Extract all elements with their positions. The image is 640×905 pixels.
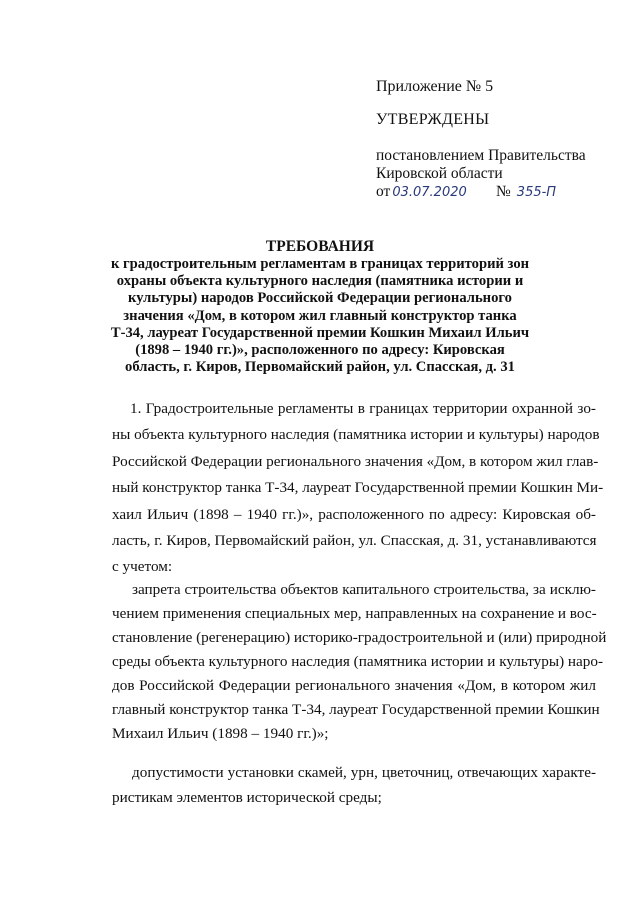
document-title: ТРЕБОВАНИЯ (265, 238, 375, 255)
paragraph-2 (112, 578, 607, 746)
decree-line-1: постановлением Правительства (376, 147, 586, 164)
paragraph-line: становление (регенерацию) историко-градостроительной и (или) природной (112, 629, 607, 646)
paragraph-line: ный конструктор танка Т-34, лауреат Государственной премии Кошкин Ми- (112, 479, 604, 497)
subtitle-line: (1898 – 1940 гг.)», расположенного по адресу: Кировская (135, 342, 505, 359)
paragraph-line: хаил Ильич (1898 – 1940 гг.)», расположенного по адресу: Кировская об- (112, 505, 596, 523)
decree-date-number-row (376, 183, 616, 201)
paragraph-line: среды объекта культурного наследия (памятника истории и культуры) наро- (112, 653, 604, 670)
number-label: № (496, 183, 511, 200)
decree-block (376, 147, 616, 201)
decree-date: 03.07.2020 (392, 185, 467, 200)
paragraph-line: ласть, г. Киров, Первомайский район, ул. Спасская, д. 31, устанавливаются (112, 532, 597, 550)
paragraph-line: с учетом: (112, 558, 173, 576)
paragraph-line: дов Российской Федерации регионального значения «Дом, в котором жил (112, 677, 596, 694)
document-subtitle (110, 256, 530, 376)
subtitle-line: культуры) народов Российской Федерации регионального (128, 290, 512, 307)
paragraph-line: ны объекта культурного наследия (памятника истории и культуры) народов (112, 426, 600, 444)
decree-number: 355-П (516, 185, 557, 200)
paragraph-3 (112, 760, 596, 810)
paragraph-1 (112, 396, 604, 581)
paragraph-line: ристикам элементов исторической среды; (112, 789, 382, 806)
paragraph-line: главный конструктор танка Т-34, лауреат Государственной премии Кошкин (112, 701, 600, 718)
paragraph-line: 1. Градостроительные регламенты в границах территории охранной зо- (130, 400, 596, 417)
appendix-label: Приложение № 5 (376, 78, 494, 95)
subtitle-line: охраны объекта культурного наследия (памятника истории и (116, 273, 524, 290)
subtitle-line: Т-34, лауреат Государственной премии Кошкин Михаил Ильич (110, 324, 530, 341)
paragraph-line: чением применения специальных мер, направленных на сохранение и вос- (112, 605, 597, 622)
paragraph-line: Российской Федерации регионального значения «Дом, в котором жил глав- (112, 452, 599, 470)
subtitle-line: область, г. Киров, Первомайский район, ул. Спасская, д. 31 (125, 359, 515, 376)
date-label: от (376, 183, 391, 200)
paragraph-line: допустимости установки скамей, урн, цветочниц, отвечающих характе- (132, 764, 596, 781)
subtitle-line: значения «Дом, в котором жил главный конструктор танка (123, 307, 517, 324)
subtitle-line: к градостроительным регламентам в границах территорий зон (110, 256, 530, 272)
paragraph-line: Михаил Ильич (1898 – 1940 гг.)»; (112, 725, 329, 742)
decree-line-2: Кировской области (376, 165, 503, 182)
approved-label: УТВЕРЖДЕНЫ (376, 111, 490, 128)
number-group (496, 183, 556, 202)
paragraph-line: запрета строительства объектов капитального строительства, за исклю- (132, 581, 596, 598)
